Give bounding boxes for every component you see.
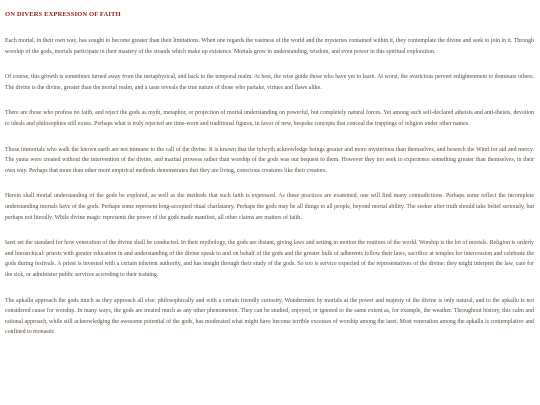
paragraph: Herein shall mortal understanding of the gods be explored, as well as the methods that such faith is expressed. As these practices are examined, one will find many contradictions. Perhaps some reflect the incomplete understanding mortals have of the gods. Perhaps some represent long-accepted ritual charlatanry. Perhaps the gods may be all things to all people, beyond mortal ability. The seeker after truth should take belief seriously, but perhaps not literally. While divine magic represents the power of the gods made manifest, all other claims are matters of faith. xyxy=(5,193,534,221)
page-title: ON DIVERS EXPRESSION OF FAITH xyxy=(5,11,121,18)
paragraph: Each mortal, in their own way, has sought to become greater than their limitations. When one regards the vastness of the world and the mysteries contained within it, they contemplate the divine and seek to join in it. Through worship of the gods, mortals participate in their mastery of the strands which make up existence. Mortals grow in understanding, wisdom, and even power in this spiritual exploration. xyxy=(5,38,534,55)
paragraph: Iaret set the standard for how veneration of the divine shall be conducted. In their mythology, the gods are distant, giving laws and setting in motion the routines of the world. Worship is the lot of mortals. Religion is orderly and hierarchical: priests with greater education in and understanding of the divine speak to and on behalf of the gods and the greater bulk of adherents follow their laws, sacrifice at temples for intercession and celebrate the gods during festivals. A priest is invested with a certain inherent authority, and has insight through their study of the gods. So too is service expected of the representatives of the divine: they might interpret the law, care for the sick, or administer public services according to their training. xyxy=(5,240,534,278)
paragraph: Those immortals who walk the known earth are not immune to the call of the divine. It is known that the tylwyth acknowledge beings greater and more mysterious than themselves, and beseech the Wind for aid and mercy. The yanta were created without the intervention of the divine, and martial prowess rather than worship of the gods was our bequest to them. However they too seek to experience something greater than themselves, in their own way. Perhaps that more than other more empirical methods demonstrates that they are living, conscious creatures like their creators. xyxy=(5,146,534,174)
paragraph: There are those who profess no faith, and reject the gods as myth, metaphor, or projection of mortal understanding on powerful, but completely natural forces. Yet among such self-declared atheists and anti-theists, devotion to ideals and philosophies still exists. Perhaps what is truly rejected are time-worn and traditional figures, in favor of new, bespoke concepts that conceal the trappings of religion under other names. xyxy=(5,110,534,127)
paragraph: The apkallu approach the gods much as they approach all else: philosophically and with a certain friendly curiosity. Wonderment by mortals at the power and majesty of the divine is only natural, and to the apkallu is not considered cause for worship. In many ways, the gods are treated much as any other phenomenon. They can be studied, enjoyed, or ignored to the same extent as, for example, the weather. Throughout history, this calm and rational approach, while still acknowledging the awesome potential of the gods, has moderated what might have become terrible excesses of worship among the iaret. Most veneration among the apkallu is contemplative and confined to monastic xyxy=(5,297,534,336)
paragraph: Of course, this growth is sometimes turned away from the metaphysical, and back to the temporal realm. At best, the wise guide those who have yet to learn. At worst, the avaricious pervert enlightenment to dominate others. The divine is the divine, greater than the mortal realm, and a taste reveals the true nature of those who partake, virtues and flaws alike. xyxy=(5,74,534,91)
